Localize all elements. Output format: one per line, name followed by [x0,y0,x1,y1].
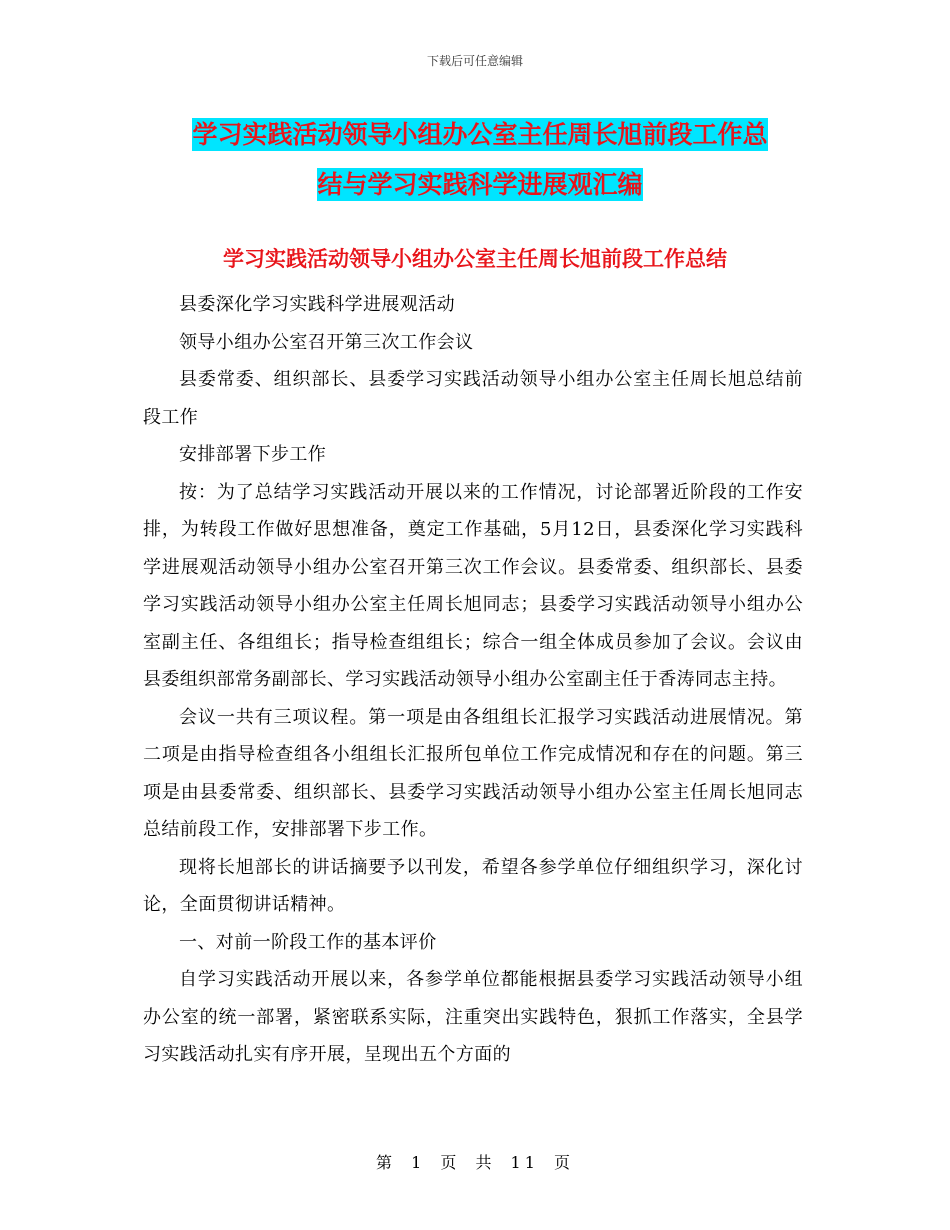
paragraph: 会议一共有三项议程。第一项是由各组组长汇报学习实践活动进展情况。第二项是由指导检查组各小组组长汇报所包单位工作完成情况和存在的问题。第三项是由县委常委、组织部长、县委学习实践活动领导小组办公室主任周长旭同志总结前段工作，安排部署下步工作。 [143,706,803,840]
paragraph: 县委常委、组织部长、县委学习实践活动领导小组办公室主任周长旭总结前段工作 [143,369,803,428]
paragraph: 按：为了总结学习实践活动开展以来的工作情况，讨论部署近阶段的工作安排，为转段工作做好思想准备，奠定工作基础，5月12日，县委深化学习实践科学进展观活动领导小组办公室召开第三次工作会议。县委常委、组织部长、县委学习实践活动领导小组办公室主任周长旭同志；县委学习实践活动领导小组办公室副主任、各组组长；指导检查组组长；综合一组全体成员参加了会议。会议由县委组织部常务副部长、学习实践活动领导小组办公室副主任于香涛同志主持。 [143,481,803,690]
document-title [140,110,820,210]
paragraph: 自学习实践活动开展以来，各参学单位都能根据县委学习实践活动领导小组办公室的统一部署，紧密联系实际，注重突出实践特色，狠抓工作落实，全县学习实践活动扎实有序开展，呈现出五个方面的 [143,969,803,1065]
paragraph: 领导小组办公室召开第三次工作会议 [179,331,474,353]
document-body [143,286,803,1074]
page-number: 第 1 页 共 11 页 [376,1153,574,1172]
paragraph: 一、对前一阶段工作的基本评价 [179,931,437,953]
paragraph: 安排部署下步工作 [179,444,327,465]
header-note: 下载后可任意编辑 [426,54,523,68]
paragraph: 现将长旭部长的讲话摘要予以刊发，希望各参学单位仔细组织学习，深化讨论，全面贯彻讲话精神。 [143,856,803,915]
title-line-2: 结与学习实践科学进展观汇编 [317,170,643,199]
section-title: 学习实践活动领导小组办公室主任周长旭前段工作总结 [223,247,727,271]
title-line-1: 学习实践活动领导小组办公室主任周长旭前段工作总 [192,120,768,149]
paragraph: 县委深化学习实践科学进展观活动 [179,294,455,315]
